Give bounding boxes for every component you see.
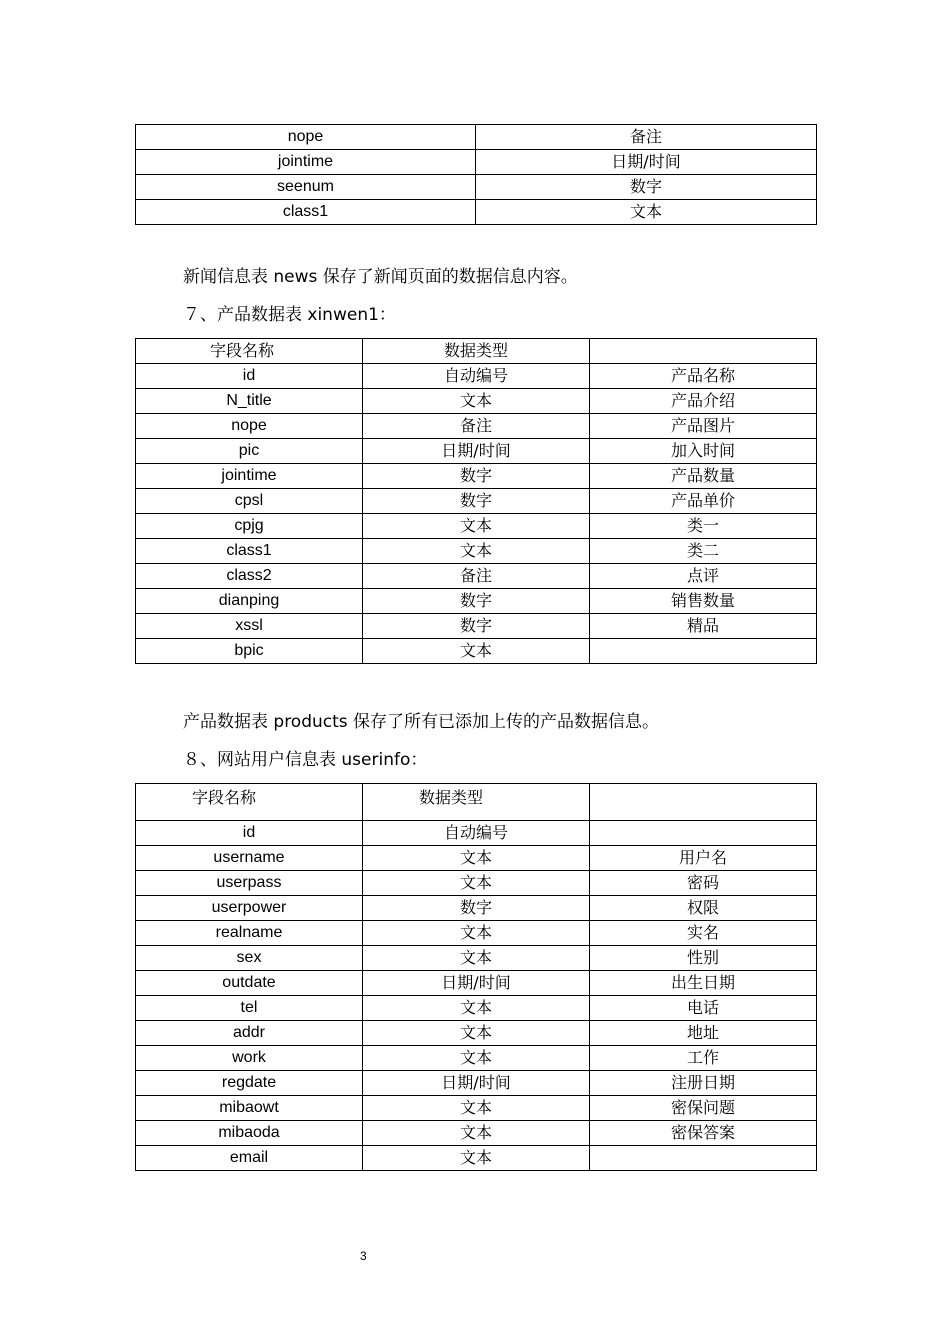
field-name-cell: jointime <box>136 464 363 489</box>
field-name-cell: cpsl <box>136 489 363 514</box>
field-name-cell: addr <box>136 1021 363 1046</box>
field-desc-cell: 注册日期 <box>590 1071 817 1096</box>
header-data-type: 数据类型 <box>363 339 590 364</box>
table-row <box>136 589 817 614</box>
field-desc-cell: 用户名 <box>590 846 817 871</box>
table-row <box>136 1096 817 1121</box>
paragraph-products-description: 产品数据表 products 保存了所有已添加上传的产品数据信息。 <box>183 712 660 732</box>
field-desc-cell: 产品单价 <box>590 489 817 514</box>
field-desc-cell <box>590 639 817 664</box>
table-row <box>136 821 817 846</box>
field-type-cell: 自动编号 <box>363 821 590 846</box>
table-row <box>136 125 817 150</box>
table-row <box>136 1121 817 1146</box>
field-name-cell: mibaoda <box>136 1121 363 1146</box>
field-desc-cell: 销售数量 <box>590 589 817 614</box>
table-row <box>136 539 817 564</box>
field-type-cell: 文本 <box>476 200 817 225</box>
field-type-cell: 文本 <box>363 1096 590 1121</box>
field-name-cell: userpower <box>136 896 363 921</box>
field-name-cell: nope <box>136 125 476 150</box>
field-desc-cell: 地址 <box>590 1021 817 1046</box>
field-name-cell: N_title <box>136 389 363 414</box>
table-row <box>136 464 817 489</box>
field-name-cell: dianping <box>136 589 363 614</box>
field-table-continued <box>135 124 817 225</box>
field-type-cell: 文本 <box>363 1046 590 1071</box>
table-row <box>136 364 817 389</box>
table-row <box>136 200 817 225</box>
field-desc-cell: 权限 <box>590 896 817 921</box>
field-name-cell: id <box>136 821 363 846</box>
table-row <box>136 1146 817 1171</box>
table-row <box>136 921 817 946</box>
table-row <box>136 489 817 514</box>
page-number: 3 <box>360 1249 367 1263</box>
field-type-cell: 数字 <box>363 489 590 514</box>
field-type-cell: 数字 <box>476 175 817 200</box>
table-row <box>136 1046 817 1071</box>
field-type-cell: 日期/时间 <box>363 971 590 996</box>
field-name-cell: outdate <box>136 971 363 996</box>
field-type-cell: 日期/时间 <box>363 439 590 464</box>
table-row <box>136 1021 817 1046</box>
field-desc-cell: 类一 <box>590 514 817 539</box>
field-name-cell: tel <box>136 996 363 1021</box>
field-desc-cell: 出生日期 <box>590 971 817 996</box>
field-type-cell: 文本 <box>363 539 590 564</box>
field-type-cell: 备注 <box>476 125 817 150</box>
field-desc-cell: 电话 <box>590 996 817 1021</box>
table-row <box>136 1071 817 1096</box>
table-row <box>136 175 817 200</box>
table-row <box>136 439 817 464</box>
field-type-cell: 文本 <box>363 921 590 946</box>
table-row <box>136 946 817 971</box>
header-description <box>590 339 817 364</box>
field-type-cell: 文本 <box>363 1021 590 1046</box>
field-type-cell: 文本 <box>363 1121 590 1146</box>
field-type-cell: 文本 <box>363 514 590 539</box>
field-name-cell: realname <box>136 921 363 946</box>
field-name-cell: jointime <box>136 150 476 175</box>
field-desc-cell: 产品数量 <box>590 464 817 489</box>
field-name-cell: regdate <box>136 1071 363 1096</box>
field-type-cell: 日期/时间 <box>363 1071 590 1096</box>
field-desc-cell: 产品介绍 <box>590 389 817 414</box>
table-row <box>136 896 817 921</box>
header-data-type: 数据类型 <box>363 784 590 821</box>
section-heading-userinfo: ８、网站用户信息表 userinfo： <box>183 750 428 770</box>
field-name-cell: seenum <box>136 175 476 200</box>
field-name-cell: class1 <box>136 539 363 564</box>
field-type-cell: 数字 <box>363 589 590 614</box>
field-name-cell: nope <box>136 414 363 439</box>
field-type-cell: 数字 <box>363 464 590 489</box>
field-desc-cell: 实名 <box>590 921 817 946</box>
table-header-row <box>136 784 817 821</box>
table-row <box>136 846 817 871</box>
field-type-cell: 文本 <box>363 846 590 871</box>
field-name-cell: bpic <box>136 639 363 664</box>
field-desc-cell: 精品 <box>590 614 817 639</box>
field-type-cell: 日期/时间 <box>476 150 817 175</box>
field-type-cell: 备注 <box>363 414 590 439</box>
field-desc-cell: 加入时间 <box>590 439 817 464</box>
field-name-cell: class1 <box>136 200 476 225</box>
field-type-cell: 文本 <box>363 996 590 1021</box>
field-desc-cell: 产品图片 <box>590 414 817 439</box>
field-desc-cell: 类二 <box>590 539 817 564</box>
header-field-name: 字段名称 <box>136 784 363 821</box>
field-type-cell: 文本 <box>363 1146 590 1171</box>
field-desc-cell: 密保答案 <box>590 1121 817 1146</box>
field-desc-cell <box>590 1146 817 1171</box>
field-type-cell: 文本 <box>363 639 590 664</box>
field-name-cell: work <box>136 1046 363 1071</box>
table-row <box>136 150 817 175</box>
table-row <box>136 971 817 996</box>
field-desc-cell: 性别 <box>590 946 817 971</box>
field-name-cell: pic <box>136 439 363 464</box>
table-row <box>136 871 817 896</box>
paragraph-news-description: 新闻信息表 news 保存了新闻页面的数据信息内容。 <box>183 267 578 287</box>
field-desc-cell: 产品名称 <box>590 364 817 389</box>
field-desc-cell: 密码 <box>590 871 817 896</box>
field-name-cell: email <box>136 1146 363 1171</box>
table-row <box>136 564 817 589</box>
field-name-cell: id <box>136 364 363 389</box>
field-name-cell: sex <box>136 946 363 971</box>
xinwen1-table <box>135 338 817 664</box>
header-field-name: 字段名称 <box>136 339 363 364</box>
field-type-cell: 自动编号 <box>363 364 590 389</box>
field-name-cell: mibaowt <box>136 1096 363 1121</box>
field-type-cell: 数字 <box>363 614 590 639</box>
field-type-cell: 文本 <box>363 871 590 896</box>
field-type-cell: 备注 <box>363 564 590 589</box>
table-row <box>136 389 817 414</box>
table-row <box>136 996 817 1021</box>
field-desc-cell <box>590 821 817 846</box>
field-name-cell: userpass <box>136 871 363 896</box>
field-name-cell: username <box>136 846 363 871</box>
field-type-cell: 文本 <box>363 389 590 414</box>
field-name-cell: class2 <box>136 564 363 589</box>
table-row <box>136 614 817 639</box>
table-header-row <box>136 339 817 364</box>
field-desc-cell: 工作 <box>590 1046 817 1071</box>
field-name-cell: xssl <box>136 614 363 639</box>
header-description <box>590 784 817 821</box>
section-heading-xinwen1: ７、产品数据表 xinwen1： <box>183 305 396 325</box>
table-row <box>136 639 817 664</box>
field-name-cell: cpjg <box>136 514 363 539</box>
field-type-cell: 文本 <box>363 946 590 971</box>
field-type-cell: 数字 <box>363 896 590 921</box>
userinfo-table <box>135 783 817 1171</box>
table-row <box>136 514 817 539</box>
table-row <box>136 414 817 439</box>
field-desc-cell: 点评 <box>590 564 817 589</box>
field-desc-cell: 密保问题 <box>590 1096 817 1121</box>
